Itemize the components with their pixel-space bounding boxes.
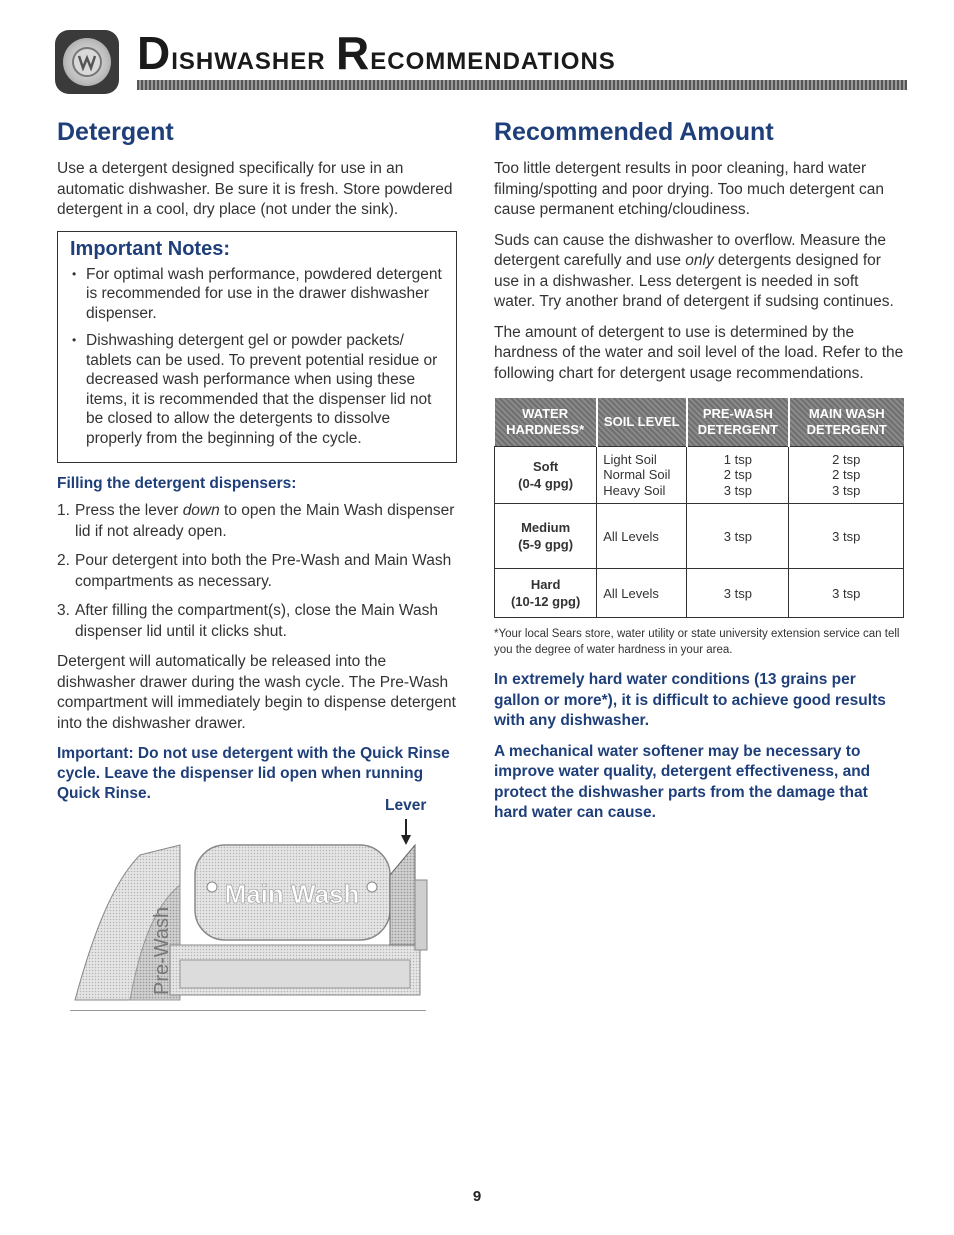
recommended-heading: Recommended Amount: [494, 118, 774, 146]
important-notes-list: [70, 265, 444, 449]
water-softener-note: A mechanical water softener may be necessary to improve water quality, detergent effectiveness, and protect the dishwasher parts from the damage that hard water can cause.: [494, 742, 871, 821]
extreme-hard-water-note: In extremely hard water conditions (13 grains per gallon or more*), it is difficult to achieve good results with any dishwasher.: [494, 671, 886, 729]
list-item: 2. Pour detergent into both the Pre-Wash and Main Wash compartments as necessary.: [57, 552, 452, 590]
filling-heading: Filling the detergent dispensers:: [57, 475, 297, 492]
table-header: SOIL LEVEL: [597, 398, 687, 447]
table-row: Medium (5-9 gpg) All Levels 3 tsp 3 tsp: [495, 504, 904, 569]
pre-wash-label: Pre-Wash: [151, 906, 173, 995]
page-title: Dishwasher Recommendations: [137, 27, 616, 79]
list-item: 3. After filling the compartment(s), close the Main Wash dispenser lid until it clicks shut.: [57, 602, 438, 640]
table-row: Soft (0-4 gpg) Light Soil Normal Soil Heavy Soil 1 tsp 2 tsp 3 tsp 2 tsp 2 tsp 3 tsp: [495, 447, 904, 504]
detergent-heading: Detergent: [57, 118, 174, 146]
hardness-footnote: *Your local Sears store, water utility or state university extension service can tell you the degree of water hardness in your area.: [494, 628, 900, 656]
dispenser-illustration: [70, 795, 430, 1015]
list-item: • Dishwashing detergent gel or powder packets/ tablets can be used. To prevent potential residue or decreased wash performance when using these items, it is recommended that the dispenser lid not be closed to allow the detergents to dissolve properly from the beginning of the cycle.: [70, 331, 444, 448]
recommended-para-3: The amount of detergent to use is determined by the hardness of the water and soil level of the load. Refer to the following chart for detergent usage recommendations.: [494, 323, 904, 382]
important-notes-box: [57, 231, 457, 464]
lever-label: Lever: [385, 797, 427, 814]
detergent-intro: Use a detergent designed specifically for use in an automatic dishwasher. Be sure it is fresh. Store powdered detergent in a cool, dry place (not under the sink).: [57, 160, 453, 218]
detergent-column: [57, 118, 457, 814]
table-header: WATER HARDNESS*: [495, 398, 597, 447]
table-header: PRE-WASH DETERGENT: [687, 398, 789, 447]
detergent-usage-table: [494, 398, 904, 618]
table-row: Hard (10-12 gpg) All Levels 3 tsp 3 tsp: [495, 569, 904, 618]
table-header: MAIN WASH DETERGENT: [789, 398, 904, 447]
list-item: • For optimal wash performance, powdered detergent is recommended for use in the drawer dishwasher dispenser.: [70, 265, 444, 324]
main-wash-label: Main Wash: [224, 879, 360, 909]
recommended-para-2: Suds can cause the dishwasher to overflow. Measure the detergent carefully and use only detergents designed for use in a dishwasher. Less detergent is needed in soft water. Try another brand of detergent if sudsing continues.: [494, 231, 894, 310]
recommended-column: [494, 118, 904, 834]
list-item: 1. Press the lever down to open the Main Wash dispenser lid if not already open.: [57, 502, 455, 540]
dishwasher-logo-icon: [55, 30, 119, 94]
filling-steps: [57, 501, 457, 642]
quick-rinse-warning: Important: Do not use detergent with the Quick Rinse cycle. Leave the dispenser lid open when running Quick Rinse.: [57, 745, 450, 802]
figure-baseline: [70, 1010, 426, 1011]
important-notes-heading: Important Notes:: [70, 237, 230, 260]
page-header: [55, 22, 875, 102]
page-number: 9: [472, 1188, 482, 1205]
recommended-para-1: Too little detergent results in poor cleaning, hard water filming/spotting and poor drying. Too much detergent can cause permanent etching/cloudiness.: [494, 160, 885, 218]
dispenser-drawing: [70, 795, 430, 1010]
auto-release-text: Detergent will automatically be released into the dishwasher drawer during the wash cycle. The Pre-Wash compartment will immediately begin to dispense detergent into the dishwasher drawer.: [57, 653, 456, 732]
title-rule: [137, 80, 907, 90]
lever-handle: [390, 845, 415, 945]
